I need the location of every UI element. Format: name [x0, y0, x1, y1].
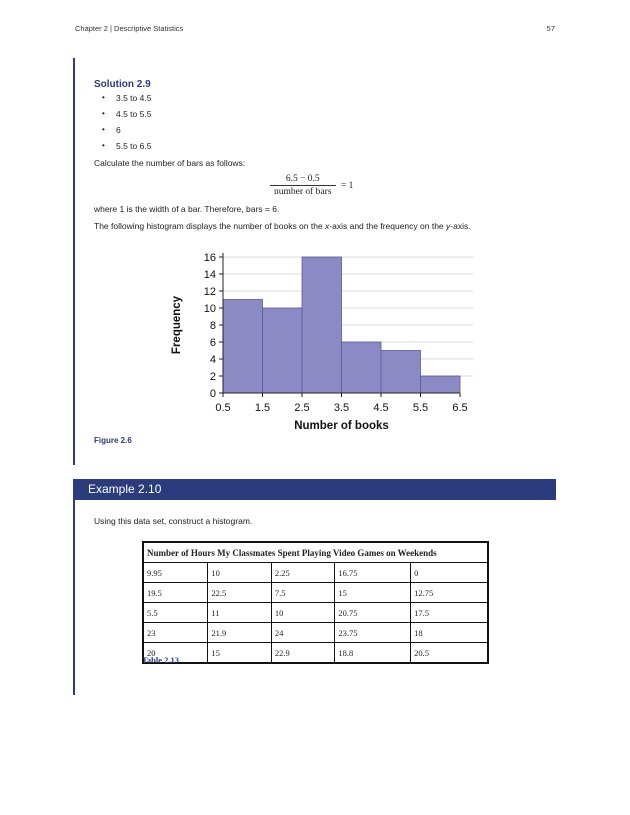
table-row — [143, 623, 488, 643]
table-row — [143, 563, 488, 583]
intro-text-1: The following histogram displays the number of books on the — [94, 221, 326, 231]
x-tick-label: 4.5 — [373, 402, 389, 414]
page-number: 57 — [546, 24, 555, 33]
x-tick-label: 2.5 — [294, 402, 310, 414]
table-cell: 7.5 — [271, 583, 334, 603]
list-item: • 6 — [94, 124, 151, 140]
y-tick-label: 14 — [203, 269, 216, 281]
histogram-bar — [302, 257, 342, 393]
y-tick-label: 0 — [209, 388, 216, 400]
x-tick-label: 3.5 — [333, 402, 350, 414]
table-cell: 18 — [411, 623, 488, 643]
figure-caption: Figure 2.6 — [94, 436, 132, 445]
histogram-intro-paragraph — [94, 221, 471, 231]
table-header: Number of Hours My Classmates Spent Playing Video Games on Weekends — [143, 542, 488, 563]
y-tick-label: 4 — [209, 354, 216, 366]
formula-numerator: 6.5 − 0.5 — [270, 174, 336, 186]
table-cell: 9.95 — [143, 563, 208, 583]
histogram-bar — [223, 300, 263, 394]
table-cell: 12.75 — [411, 583, 488, 603]
table-caption: Table 2.13 — [142, 655, 180, 665]
bar-count-formula — [270, 174, 353, 197]
table-cell: 0 — [411, 563, 488, 583]
formula-fraction — [270, 174, 336, 197]
y-tick-label: 16 — [203, 252, 216, 264]
table-cell: 10 — [208, 563, 271, 583]
table-cell: 2.25 — [271, 563, 334, 583]
list-item: • 3.5 to 4.5 — [94, 92, 151, 108]
table-cell: 24 — [271, 623, 334, 643]
table-cell: 22.5 — [208, 583, 271, 603]
table-row — [143, 583, 488, 603]
x-tick-label: 6.5 — [452, 402, 468, 414]
table-cell: 20 — [143, 643, 208, 664]
histogram-bar — [421, 376, 461, 393]
table-body — [143, 563, 488, 664]
example-header — [73, 479, 556, 500]
table-cell: 23.75 — [335, 623, 411, 643]
example-instruction: Using this data set, construct a histogram. — [94, 516, 253, 526]
table-cell: 19.5 — [143, 583, 208, 603]
table-cell: 15 — [335, 583, 411, 603]
y-tick-label: 2 — [209, 371, 216, 383]
table-cell: 23 — [143, 623, 208, 643]
y-tick-label: 12 — [203, 286, 216, 298]
y-tick-label: 8 — [209, 320, 216, 332]
range-list — [94, 92, 151, 156]
formula-denominator: number of bars — [274, 187, 332, 197]
chapter-title: Chapter 2 | Descriptive Statistics — [75, 24, 184, 33]
table-cell: 10 — [271, 603, 334, 623]
table-cell: 21.9 — [208, 623, 271, 643]
table-cell: 11 — [208, 603, 271, 623]
table-cell: 16.75 — [335, 563, 411, 583]
x-tick-label: 5.5 — [412, 402, 429, 414]
list-item: • 5.5 to 6.5 — [94, 140, 151, 156]
y-tick-label: 6 — [209, 337, 216, 349]
x-tick-label: 1.5 — [254, 402, 271, 414]
video-games-table — [142, 541, 489, 664]
where-paragraph: where 1 is the width of a bar. Therefore, bars = 6. — [94, 204, 280, 214]
intro-text-3: -axis. — [450, 221, 471, 231]
histogram-chart — [160, 244, 480, 436]
y-tick-label: 10 — [203, 303, 216, 315]
calc-paragraph: Calculate the number of bars as follows: — [94, 158, 246, 168]
table-cell: 18.8 — [335, 643, 411, 664]
table-cell: 20.5 — [411, 643, 488, 664]
histogram-bar — [342, 342, 382, 393]
solution-title: Solution 2.9 — [94, 79, 151, 90]
table-cell: 17.5 — [411, 603, 488, 623]
example-left-rule — [73, 500, 75, 695]
x-axis-title: Number of books — [294, 420, 389, 432]
y-axis-title: Frequency — [171, 295, 183, 355]
x-tick-label: 0.5 — [215, 402, 231, 414]
table-cell: 15 — [208, 643, 271, 664]
table-row — [143, 603, 488, 623]
table-row — [143, 643, 488, 664]
intro-text-2: -axis and the frequency on the — [329, 221, 447, 231]
table-cell: 20.75 — [335, 603, 411, 623]
table-cell: 22.9 — [271, 643, 334, 664]
formula-result: = 1 — [340, 180, 354, 191]
running-header — [75, 24, 555, 38]
x-variable: x — [325, 221, 330, 231]
list-item: • 4.5 to 5.5 — [94, 108, 151, 124]
table-cell: 5.5 — [143, 603, 208, 623]
example-title: Example 2.10 — [88, 482, 162, 496]
solution-left-rule — [73, 58, 75, 465]
histogram-bar — [263, 308, 303, 393]
histogram-bar — [381, 351, 421, 394]
y-variable: y — [446, 221, 451, 231]
